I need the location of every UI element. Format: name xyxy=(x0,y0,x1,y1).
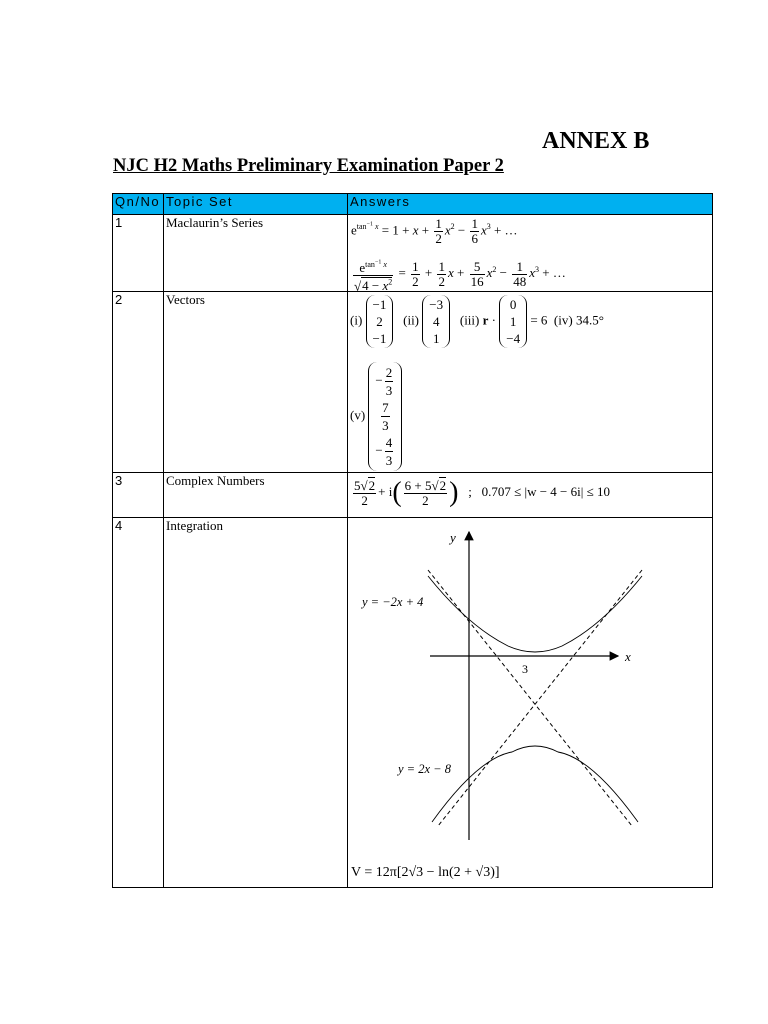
asymptote-label-1: y = −2x + 4 xyxy=(362,595,424,609)
asymptote-negative xyxy=(428,570,632,826)
topic-cell: Integration xyxy=(164,518,348,888)
answer-cell-q3 xyxy=(348,473,713,518)
tick-3: 3 xyxy=(522,662,528,676)
answers-table xyxy=(112,193,713,888)
topic-cell: Complex Numbers xyxy=(164,473,348,518)
vector-i: −1 2 −1 xyxy=(366,295,394,348)
header-row xyxy=(113,194,713,215)
document-title: NJC H2 Maths Preliminary Examination Paper 2 xyxy=(113,156,504,176)
asymptote-label-2: y = 2x − 8 xyxy=(398,762,451,776)
y-axis-label: y xyxy=(450,530,456,545)
q2-iv: (iv) 34.5° xyxy=(553,312,604,328)
answer-cell-q4 xyxy=(348,518,713,888)
header-topic: Topic Set xyxy=(164,194,348,215)
table-row xyxy=(113,518,713,888)
answer-cell-q2 xyxy=(348,292,713,473)
table-row xyxy=(113,292,713,473)
volume-formula: V = 12π[2√3 − ln(2 + √3)] xyxy=(351,865,500,880)
q2-iii-rhs: = 6 xyxy=(530,312,548,328)
qn-cell: 4 xyxy=(113,518,164,888)
vector-ii: −3 4 1 xyxy=(422,295,450,348)
answer-cell-q1 xyxy=(348,215,713,292)
qn-cell: 2 xyxy=(113,292,164,473)
vector-v: − $\frac{2}{3}$ $\frac{7}{3}$ − $\frac{4}{3}$ xyxy=(368,362,402,471)
q1-line2: $\frac{e^{tan^{-1} x}}{√4 - x^2}$ = $\frac{1}{2}$ + $\frac{1}{2}$ x + $\frac{5}{16}$ $x^2$ − $\frac{1}{48}$ $x^3$ + … xyxy=(351,255,566,293)
q3-range: 0.707 ≤ |w − 4 − 6i| ≤ 10 xyxy=(481,483,610,499)
table-row xyxy=(113,473,713,518)
annex-heading: ANNEX B xyxy=(542,128,650,154)
header-qn: Qn/No xyxy=(113,194,164,215)
qn-cell: 1 xyxy=(113,215,164,292)
hyperbola-lower-branch xyxy=(432,746,638,822)
x-axis-label: x xyxy=(625,649,631,664)
qn-cell: 3 xyxy=(113,473,164,518)
vector-iii: 0 1 −4 xyxy=(499,295,527,348)
topic-cell: Maclaurin’s Series xyxy=(164,215,348,292)
q2-line1: (i) −1 2 −1 (ii) −3 4 1 (iii) r · 0 1 −4 = 6 (iv) 34.5° xyxy=(350,297,604,346)
topic-cell: Vectors xyxy=(164,292,348,473)
hyperbola-graph xyxy=(348,518,711,883)
table-row xyxy=(113,215,713,292)
q3-answer: $\frac{5√2}{2}$ + i( $\frac{6 + 5√2}{2}$ ) ; 0.707 ≤ |w − 4 − 6i| ≤ 10 xyxy=(354,477,610,508)
q2-line2: (v) − $\frac{2}{3}$ $\frac{7}{3}$ − $\frac{4}{3}$ xyxy=(350,362,402,471)
q1-line1: $e^{tan^{-1} x} = 1 + x$ + $\frac{1}{2}$ $x^2$ − $\frac{1}{6}$ $x^3$ + … xyxy=(351,216,518,246)
header-answers: Answers xyxy=(348,194,713,215)
hyperbola-upper-branch xyxy=(428,576,642,652)
